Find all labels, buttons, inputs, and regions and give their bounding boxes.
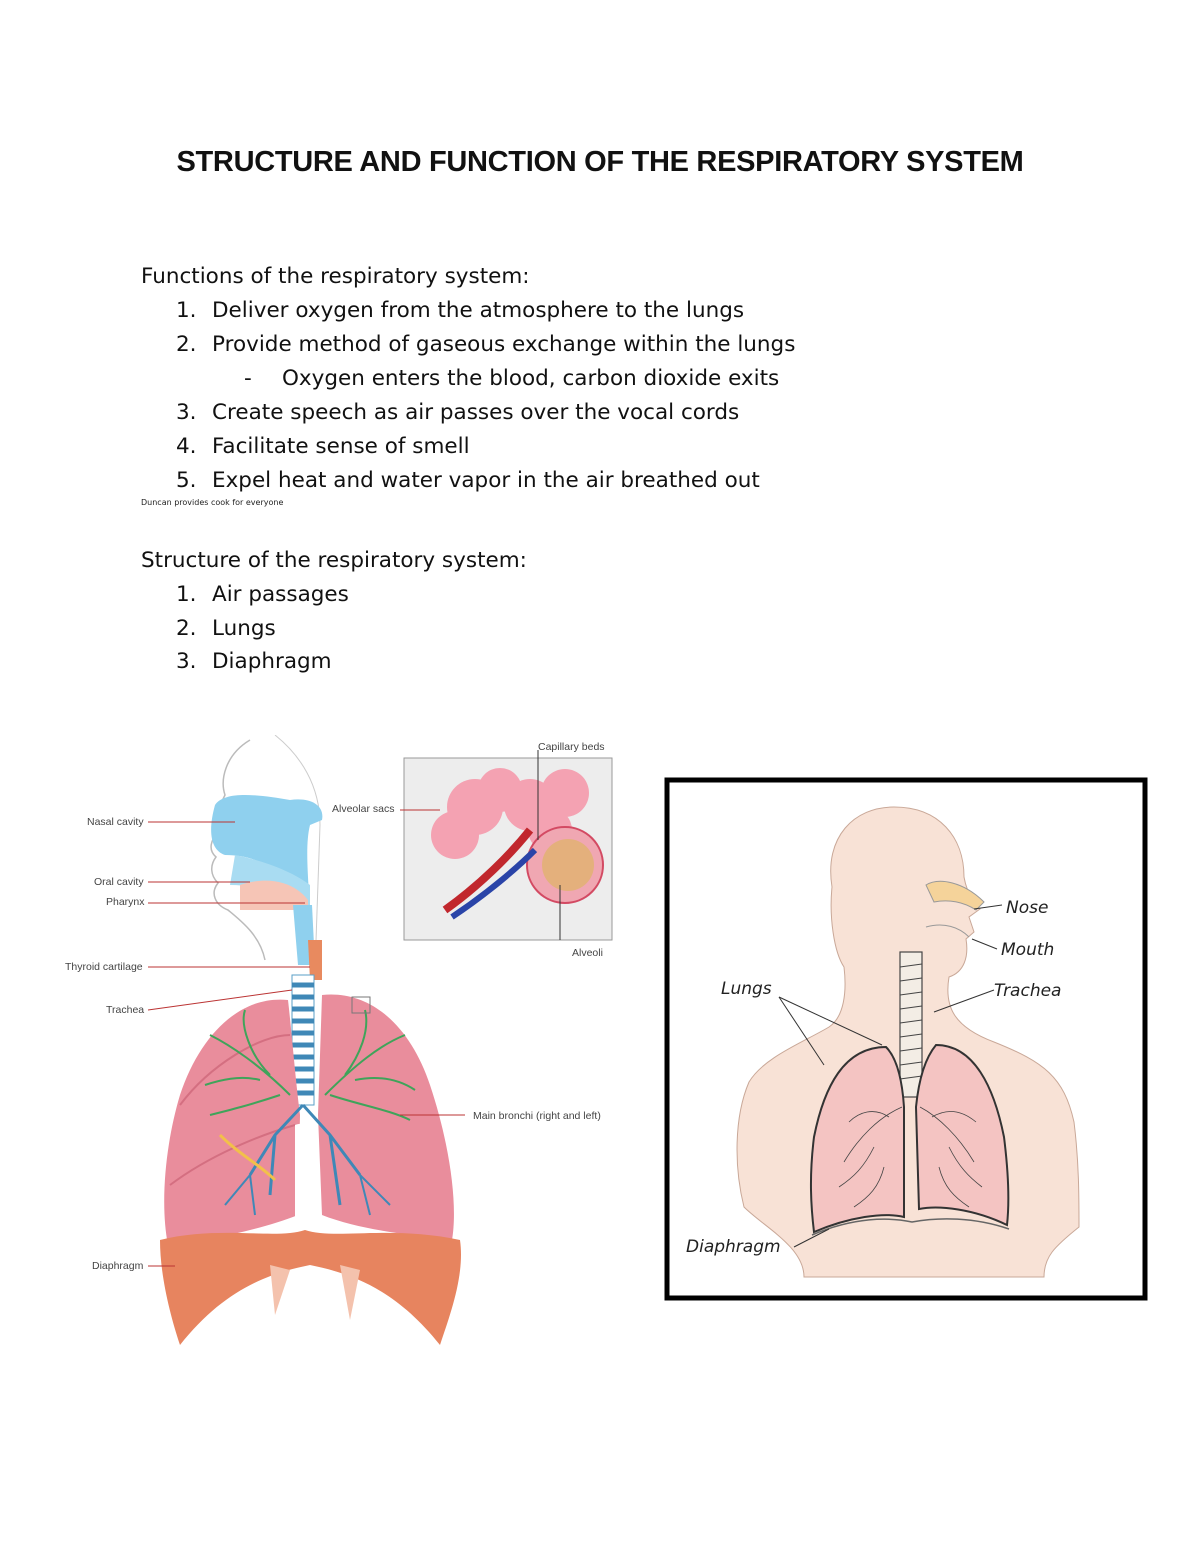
label-nasal-cavity: Nasal cavity — [87, 816, 144, 828]
respiratory-diagram-simple — [664, 777, 1148, 1302]
list-item — [176, 400, 739, 425]
list-number: 1. — [176, 582, 197, 607]
label-capillary-beds: Capillary beds — [538, 741, 605, 753]
list-number: 2. — [176, 332, 197, 357]
list-text: Deliver oxygen from the atmosphere to the lungs — [212, 298, 745, 323]
label-alveoli: Alveoli — [572, 947, 603, 959]
label-diaphragm-right: Diaphragm — [686, 1237, 781, 1257]
respiratory-diagram-detailed — [60, 735, 630, 1370]
list-text: Lungs — [212, 616, 276, 641]
list-number: 5. — [176, 468, 197, 493]
list-text: Oxygen enters the blood, carbon dioxide exits — [282, 366, 780, 391]
label-diaphragm: Diaphragm — [92, 1260, 144, 1272]
page-title: STRUCTURE AND FUNCTION OF THE RESPIRATORY SYSTEM — [176, 146, 1024, 178]
list-text: Facilitate sense of smell — [212, 434, 470, 459]
label-main-bronchi: Main bronchi (right and left) — [473, 1110, 601, 1122]
label-nose: Nose — [1006, 898, 1049, 918]
structure-heading: Structure of the respiratory system: — [141, 548, 527, 573]
list-number: 3. — [176, 400, 197, 425]
list-dash: - — [244, 366, 252, 391]
label-pharynx: Pharynx — [106, 896, 145, 908]
list-item — [176, 616, 276, 641]
list-item — [176, 434, 470, 459]
trachea-outline — [900, 952, 922, 1097]
label-thyroid-cartilage: Thyroid cartilage — [65, 961, 143, 973]
sub-list-item — [244, 366, 779, 391]
label-alveolar-sacs: Alveolar sacs — [332, 803, 395, 815]
label-trachea-right: Trachea — [994, 981, 1062, 1001]
label-mouth: Mouth — [1001, 940, 1055, 960]
watermark-text: Duncan provides cook for everyone — [141, 498, 284, 507]
list-text: Expel heat and water vapor in the air breathed out — [212, 468, 760, 493]
list-item — [176, 649, 332, 674]
list-item — [176, 332, 795, 357]
list-item — [176, 298, 744, 323]
list-number: 2. — [176, 616, 197, 641]
list-text: Create speech as air passes over the vocal cords — [212, 400, 740, 425]
label-trachea: Trachea — [106, 1004, 145, 1016]
alveoli-inset — [404, 758, 612, 940]
list-number: 3. — [176, 649, 197, 674]
label-lungs: Lungs — [721, 979, 772, 999]
list-text: Air passages — [212, 582, 349, 607]
functions-heading: Functions of the respiratory system: — [141, 264, 530, 289]
list-text: Diaphragm — [212, 649, 332, 674]
list-text: Provide method of gaseous exchange within the lungs — [212, 332, 796, 357]
label-oral-cavity: Oral cavity — [94, 876, 144, 888]
diaphragm-shape — [160, 1230, 461, 1345]
list-number: 1. — [176, 298, 197, 323]
list-number: 4. — [176, 434, 197, 459]
list-item — [176, 468, 760, 493]
list-item — [176, 582, 349, 607]
